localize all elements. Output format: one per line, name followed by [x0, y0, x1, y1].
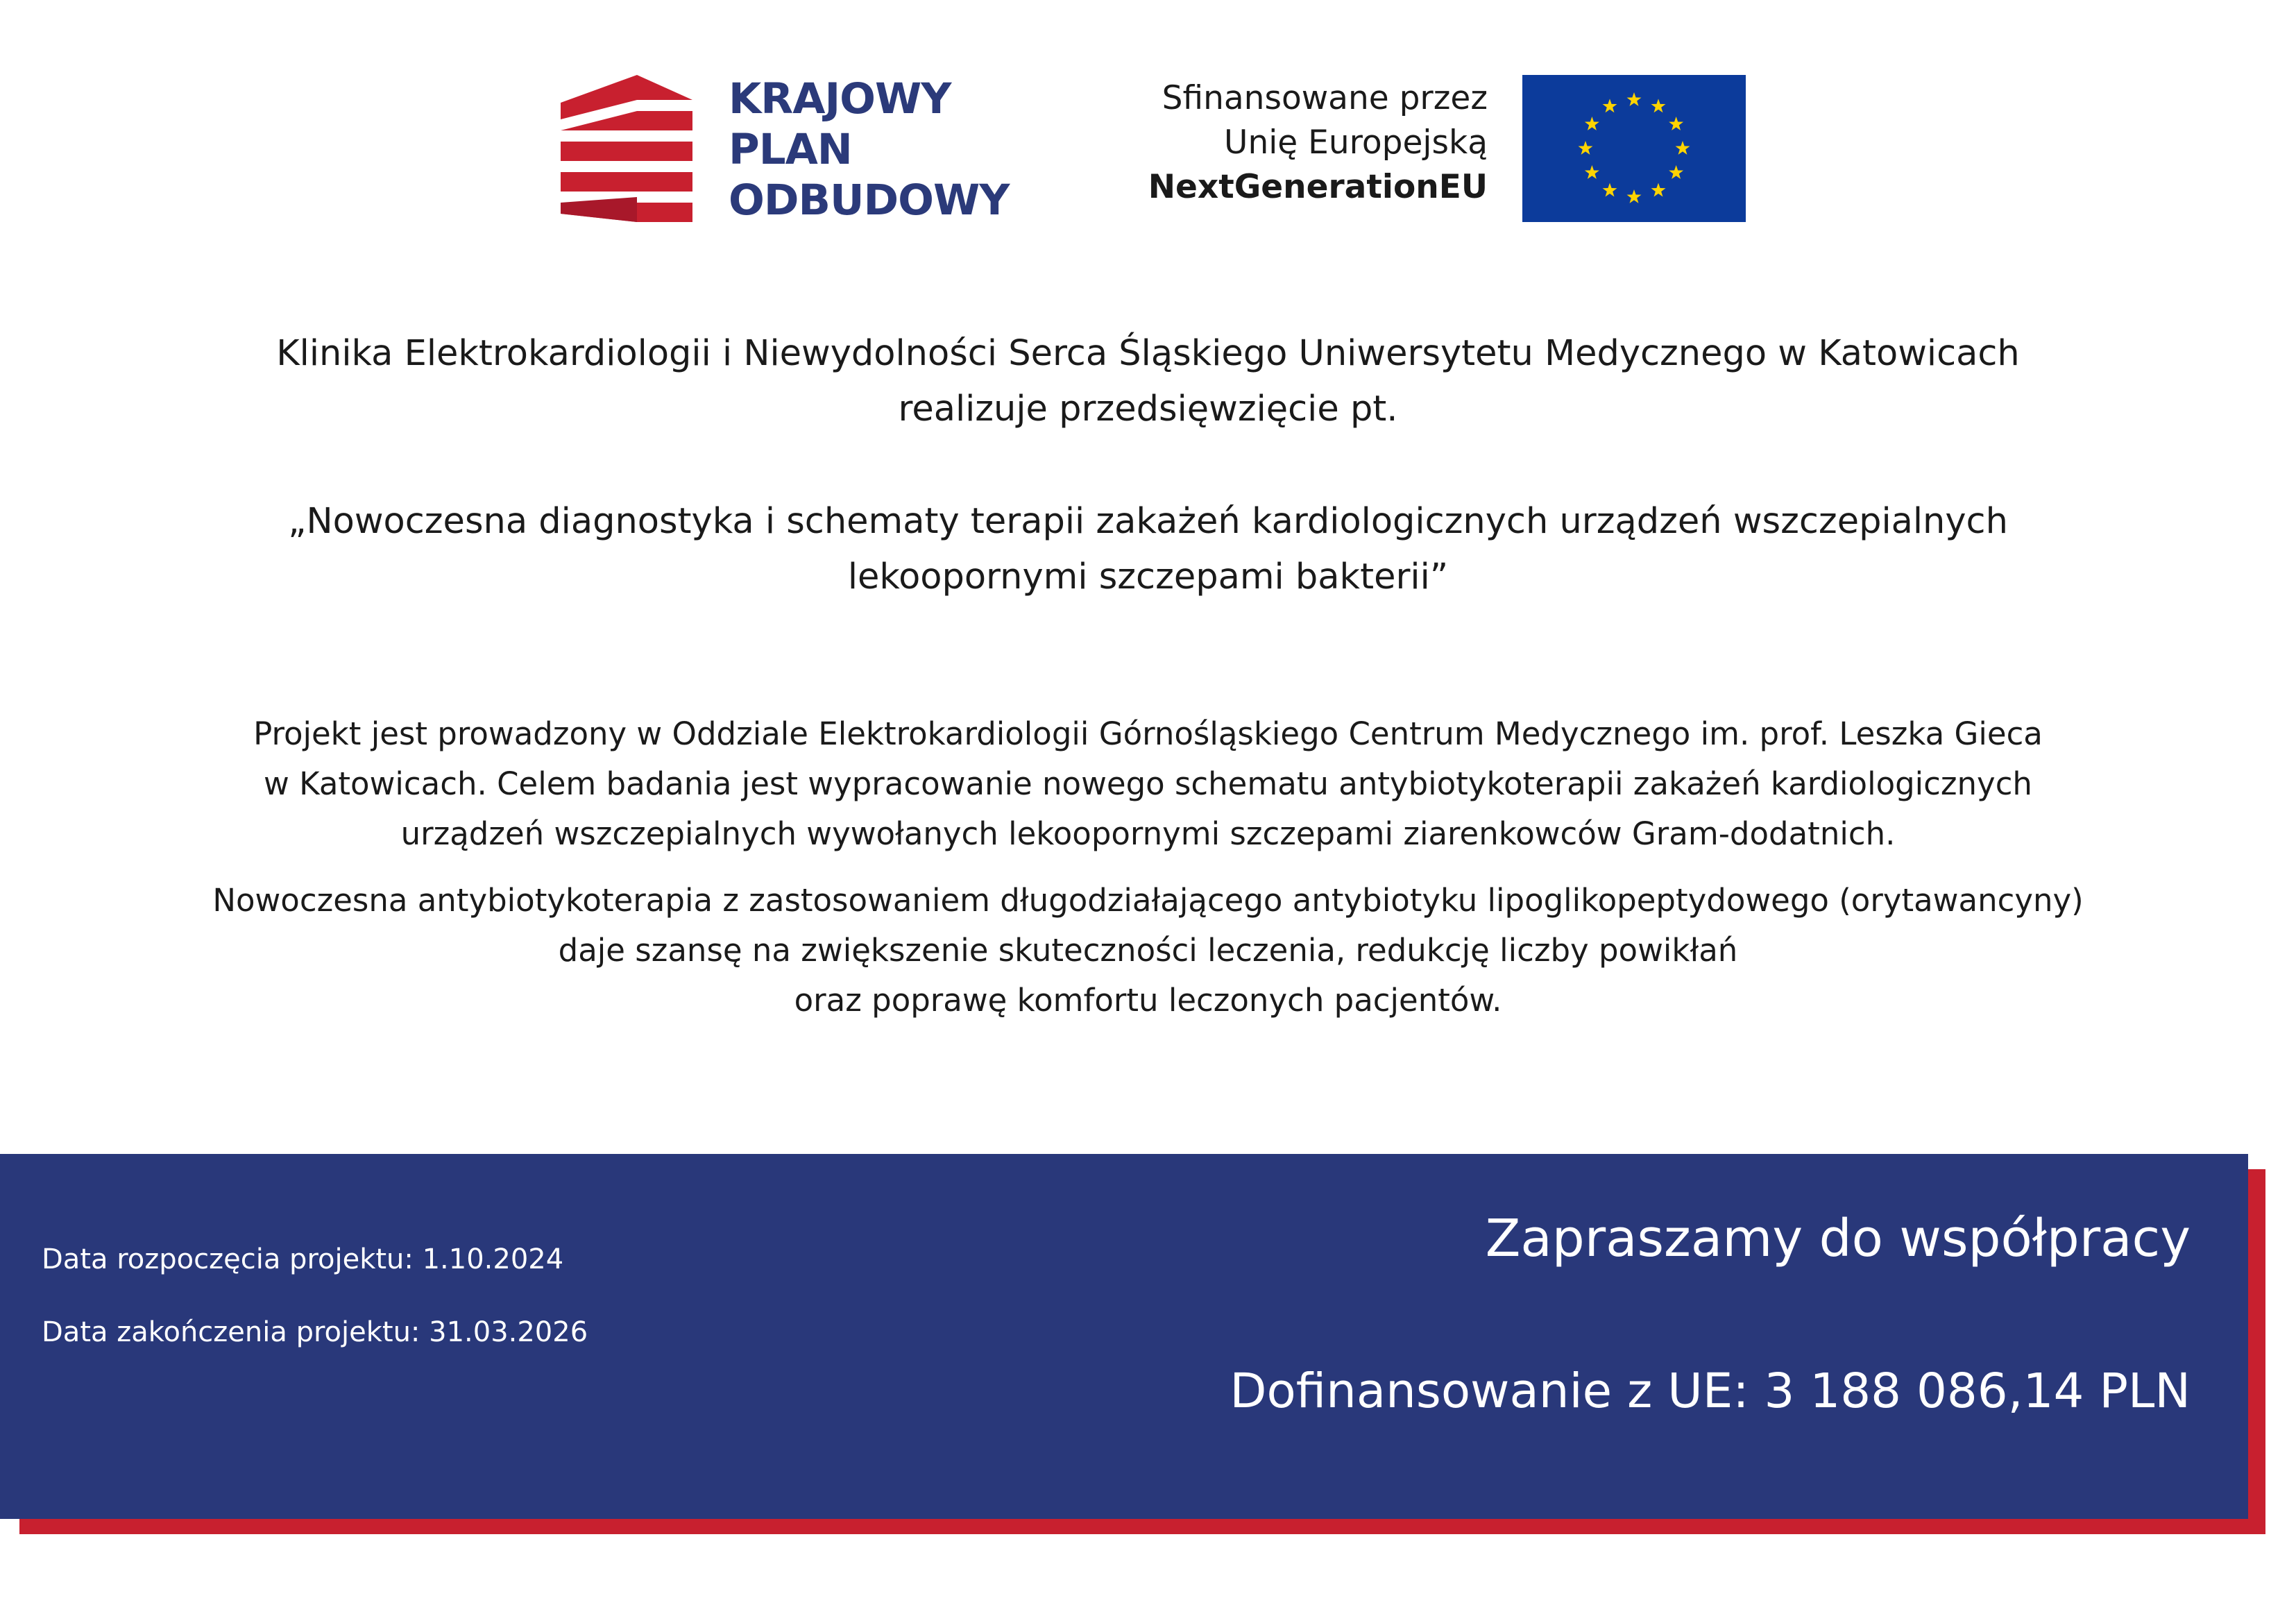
intro-line: realizuje przedsięwzięcie pt.: [898, 389, 1398, 430]
description-line: oraz poprawę komfortu leczonych pacjentów.: [794, 982, 1502, 1019]
funding-amount: Dofinansowanie z UE: 3 188 086,14 PLN: [1230, 1363, 2191, 1419]
kpo-logo-line: KRAJOWY: [729, 74, 951, 124]
invite-text: Zapraszamy do współpracy: [1485, 1209, 2191, 1268]
end-date: Data zakończenia projektu: 31.03.2026: [42, 1316, 588, 1348]
project-title-line: lekoopornymi szczepami bakterii”: [847, 556, 1449, 597]
kpo-logo-line: PLAN: [729, 125, 852, 174]
intro-line: Klinika Elektrokardiologii i Niewydolności Serca Śląskiego Uniwersytetu Medycznego w Katowicach: [276, 333, 2020, 374]
description-line: w Katowicach. Celem badania jest wypracowanie nowego schematu antybiotykoterapii zakażeń kardiologicznych: [264, 765, 2032, 802]
eu-logo-line: Unię Europejską: [1224, 124, 1488, 162]
project-dates: [42, 1223, 588, 1369]
description-line: daje szansę na zwiększenie skuteczności leczenia, redukcję liczby powikłań: [558, 932, 1738, 969]
description-line: urządzeń wszczepialnych wywołanych lekoopornymi szczepami ziarenkowców Gram-dodatnich.: [400, 815, 1896, 852]
description-paragraph-2: [0, 876, 2296, 1026]
kpo-logo-line: ODBUDOWY: [729, 176, 1010, 225]
start-date: Data rozpoczęcia projektu: 1.10.2024: [42, 1243, 564, 1275]
eu-funding-text: [1148, 76, 1488, 210]
description-paragraph-1: [0, 709, 2296, 859]
intro-text: [0, 326, 2296, 437]
kpo-building-icon: [561, 75, 699, 222]
description-line: Nowoczesna antybiotykoterapia z zastosowaniem długodziałającego antybiotyku lipoglikopeptydowego (orytawancyny): [212, 882, 2084, 919]
eu-flag-icon: [1522, 75, 1746, 222]
eu-logo-line: Sfinansowane przez: [1162, 79, 1488, 117]
kpo-logo-text: [729, 74, 1009, 226]
description-line: Projekt jest prowadzony w Oddziale Elektrokardiologii Górnośląskiego Centrum Medycznego im. prof. Leszka Gieca: [253, 715, 2043, 752]
eu-logo-line: NextGenerationEU: [1148, 168, 1488, 206]
project-title-line: „Nowoczesna diagnostyka i schematy terapii zakażeń kardiologicznych urządzeń wszczepialnych: [288, 501, 2008, 542]
project-title: [0, 494, 2296, 605]
